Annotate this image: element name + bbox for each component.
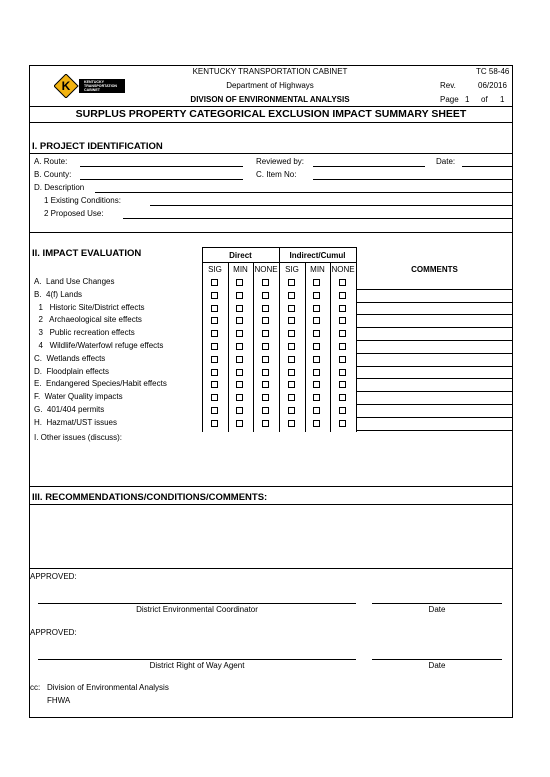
- comment-field[interactable]: [356, 404, 513, 405]
- comment-field[interactable]: [356, 430, 513, 431]
- comment-field[interactable]: [356, 366, 513, 367]
- impact-row-label: F. Water Quality impacts: [34, 392, 123, 402]
- impact-checkbox[interactable]: [313, 305, 320, 312]
- impact-checkbox[interactable]: [313, 407, 320, 414]
- impact-checkbox[interactable]: [339, 305, 346, 312]
- impact-checkbox[interactable]: [288, 317, 295, 324]
- department-name: Department of Highways: [226, 81, 314, 90]
- col-none-indirect: NONE: [331, 265, 355, 274]
- impact-checkbox[interactable]: [313, 356, 320, 363]
- impact-checkbox[interactable]: [288, 292, 295, 299]
- comment-field[interactable]: [356, 327, 513, 328]
- impact-checkbox[interactable]: [339, 317, 346, 324]
- description-label: D. Description: [34, 183, 85, 192]
- impact-checkbox[interactable]: [236, 330, 243, 337]
- impact-checkbox[interactable]: [288, 369, 295, 376]
- impact-checkbox[interactable]: [313, 369, 320, 376]
- date-label-2: Date: [428, 661, 446, 670]
- impact-checkbox[interactable]: [236, 317, 243, 324]
- impact-checkbox[interactable]: [211, 305, 218, 312]
- impact-checkbox[interactable]: [236, 356, 243, 363]
- rev-date: 06/2016: [478, 81, 507, 90]
- impact-checkbox[interactable]: [288, 420, 295, 427]
- cc-recipient-2: FHWA: [47, 696, 71, 705]
- impact-row-label: E. Endangered Species/Habit effects: [34, 379, 167, 389]
- impact-row-label: H. Hazmat/UST issues: [34, 417, 117, 427]
- rev-label: Rev.: [440, 81, 456, 90]
- impact-checkbox[interactable]: [262, 420, 269, 427]
- page-label: Page: [440, 95, 459, 104]
- proposed-use-label: 2 Proposed Use:: [44, 209, 104, 218]
- agent-signature-line[interactable]: [38, 659, 356, 660]
- kytc-logo: [54, 74, 126, 98]
- comment-field[interactable]: [356, 353, 513, 354]
- impact-checkbox[interactable]: [339, 292, 346, 299]
- col-sig-indirect: SIG: [285, 265, 299, 274]
- comment-field[interactable]: [356, 417, 513, 418]
- svg-text:K: K: [61, 79, 71, 93]
- impact-row-label: C. Wetlands effects: [34, 353, 106, 363]
- section2-heading: II. IMPACT EVALUATION: [32, 248, 142, 259]
- county-label: B. County:: [34, 170, 72, 179]
- date-field[interactable]: [462, 166, 512, 167]
- description-field[interactable]: [95, 192, 512, 193]
- page-total: 1: [500, 95, 505, 104]
- impact-checkbox[interactable]: [262, 305, 269, 312]
- proposed-use-field[interactable]: [123, 218, 512, 219]
- impact-checkbox[interactable]: [339, 356, 346, 363]
- impact-checkbox[interactable]: [313, 420, 320, 427]
- impact-checkbox[interactable]: [339, 330, 346, 337]
- impact-checkbox[interactable]: [262, 330, 269, 337]
- impact-checkbox[interactable]: [211, 330, 218, 337]
- impact-checkbox[interactable]: [236, 394, 243, 401]
- impact-row-label: A. Land Use Changes: [34, 277, 115, 286]
- route-label: A. Route:: [34, 157, 68, 166]
- impact-checkbox[interactable]: [262, 292, 269, 299]
- impact-row-label: 2 Archaeological site effects: [34, 315, 142, 325]
- impact-checkbox[interactable]: [262, 407, 269, 414]
- impact-checkbox[interactable]: [211, 292, 218, 299]
- impact-checkbox[interactable]: [288, 356, 295, 363]
- impact-checkbox[interactable]: [211, 394, 218, 401]
- route-field[interactable]: [80, 166, 243, 167]
- county-field[interactable]: [80, 179, 243, 180]
- impact-checkbox[interactable]: [211, 420, 218, 427]
- comment-field[interactable]: [356, 340, 513, 341]
- impact-checkbox[interactable]: [211, 343, 218, 350]
- col-min-indirect: MIN: [310, 265, 325, 274]
- impact-checkbox[interactable]: [211, 317, 218, 324]
- col-none-direct: NONE: [254, 265, 278, 274]
- impact-checkbox[interactable]: [288, 305, 295, 312]
- comment-field[interactable]: [356, 289, 513, 290]
- form-number: TC 58-46: [476, 67, 510, 76]
- impact-checkbox[interactable]: [236, 279, 243, 286]
- section1-heading: I. PROJECT IDENTIFICATION: [32, 141, 163, 152]
- coordinator-signature-line[interactable]: [38, 603, 356, 604]
- cc-label: cc:: [30, 683, 41, 692]
- approved-label-1: APPROVED:: [30, 572, 77, 581]
- agency-name: KENTUCKY TRANSPORTATION CABINET: [192, 67, 348, 76]
- impact-row-label: G. 401/404 permits: [34, 405, 105, 414]
- impact-checkbox[interactable]: [262, 369, 269, 376]
- coordinator-label: District Environmental Coordinator: [136, 605, 258, 614]
- of-label: of: [481, 95, 488, 104]
- cc-recipient-1: Division of Environmental Analysis: [47, 683, 169, 692]
- indirect-header: Indirect/Cumul: [289, 251, 346, 260]
- impact-checkbox[interactable]: [211, 381, 218, 388]
- impact-checkbox[interactable]: [288, 279, 295, 286]
- comment-field[interactable]: [356, 391, 513, 392]
- impact-checkbox[interactable]: [313, 330, 320, 337]
- impact-checkbox[interactable]: [262, 381, 269, 388]
- impact-row-label: D. Floodplain effects: [34, 366, 110, 376]
- agent-date-line[interactable]: [372, 659, 502, 660]
- impact-checkbox[interactable]: [262, 279, 269, 286]
- comment-field[interactable]: [356, 302, 513, 303]
- impact-checkbox[interactable]: [236, 369, 243, 376]
- logo-text-2: TRANSPORTATION: [84, 84, 118, 88]
- page-number: 1: [465, 95, 470, 104]
- coordinator-date-line[interactable]: [372, 603, 502, 604]
- item-no-label: C. Item No:: [256, 170, 297, 179]
- impact-checkbox[interactable]: [288, 330, 295, 337]
- impact-checkbox[interactable]: [339, 343, 346, 350]
- agent-label: District Right of Way Agent: [149, 661, 245, 670]
- impact-checkbox[interactable]: [236, 305, 243, 312]
- impact-checkbox[interactable]: [211, 356, 218, 363]
- impact-checkbox[interactable]: [262, 343, 269, 350]
- impact-checkbox[interactable]: [236, 420, 243, 427]
- impact-checkbox[interactable]: [313, 317, 320, 324]
- impact-checkbox[interactable]: [313, 343, 320, 350]
- impact-checkbox[interactable]: [313, 279, 320, 286]
- impact-checkbox[interactable]: [262, 356, 269, 363]
- comments-header: COMMENTS: [411, 265, 458, 274]
- date-label-1: Date: [428, 605, 446, 614]
- impact-checkbox[interactable]: [339, 369, 346, 376]
- direct-header: Direct: [229, 251, 252, 260]
- form-title: SURPLUS PROPERTY CATEGORICAL EXCLUSION IMPACT SUMMARY SHEET: [75, 108, 467, 120]
- impact-checkbox[interactable]: [288, 407, 295, 414]
- impact-checkbox[interactable]: [236, 343, 243, 350]
- other-issues-label: I. Other issues (discuss):: [34, 433, 123, 442]
- impact-checkbox[interactable]: [236, 292, 243, 299]
- impact-checkbox[interactable]: [288, 343, 295, 350]
- impact-checkbox[interactable]: [262, 394, 269, 401]
- impact-row-label: 4 Wildlife/Waterfowl refuge effects: [34, 341, 164, 350]
- section3-heading: III. RECOMMENDATIONS/CONDITIONS/COMMENTS:: [32, 492, 268, 503]
- logo-text-1: KENTUCKY: [84, 80, 104, 84]
- impact-checkbox[interactable]: [313, 394, 320, 401]
- impact-row-label: B. 4(f) Lands: [34, 289, 83, 299]
- impact-checkbox[interactable]: [339, 279, 346, 286]
- col-min-direct: MIN: [233, 265, 248, 274]
- impact-row-label: 1 Historic Site/District effects: [34, 302, 145, 312]
- impact-checkbox[interactable]: [288, 381, 295, 388]
- impact-checkbox[interactable]: [313, 381, 320, 388]
- comment-field[interactable]: [356, 314, 513, 315]
- logo-text-3: CABINET: [84, 88, 100, 92]
- approved-label-2: APPROVED:: [30, 628, 77, 637]
- impact-checkbox[interactable]: [211, 369, 218, 376]
- impact-checkbox[interactable]: [339, 420, 346, 427]
- impact-checkbox[interactable]: [262, 317, 269, 324]
- existing-conditions-field[interactable]: [150, 205, 512, 206]
- impact-checkbox[interactable]: [236, 381, 243, 388]
- division-name: DIVISON OF ENVIRONMENTAL ANALYSIS: [190, 95, 350, 104]
- impact-checkbox[interactable]: [313, 292, 320, 299]
- reviewed-by-field[interactable]: [313, 166, 425, 167]
- col-sig-direct: SIG: [208, 265, 222, 274]
- item-no-field[interactable]: [313, 179, 512, 180]
- impact-checkbox[interactable]: [211, 407, 218, 414]
- impact-checkbox[interactable]: [236, 407, 243, 414]
- impact-checkbox[interactable]: [339, 381, 346, 388]
- impact-checkbox[interactable]: [211, 279, 218, 286]
- impact-checkbox[interactable]: [339, 407, 346, 414]
- reviewed-by-label: Reviewed by:: [256, 157, 305, 166]
- existing-conditions-label: 1 Existing Conditions:: [44, 196, 121, 205]
- impact-row-label: 3 Public recreation effects: [34, 328, 135, 338]
- comment-field[interactable]: [356, 378, 513, 379]
- impact-checkbox[interactable]: [339, 394, 346, 401]
- date-label: Date:: [436, 157, 456, 166]
- impact-checkbox[interactable]: [288, 394, 295, 401]
